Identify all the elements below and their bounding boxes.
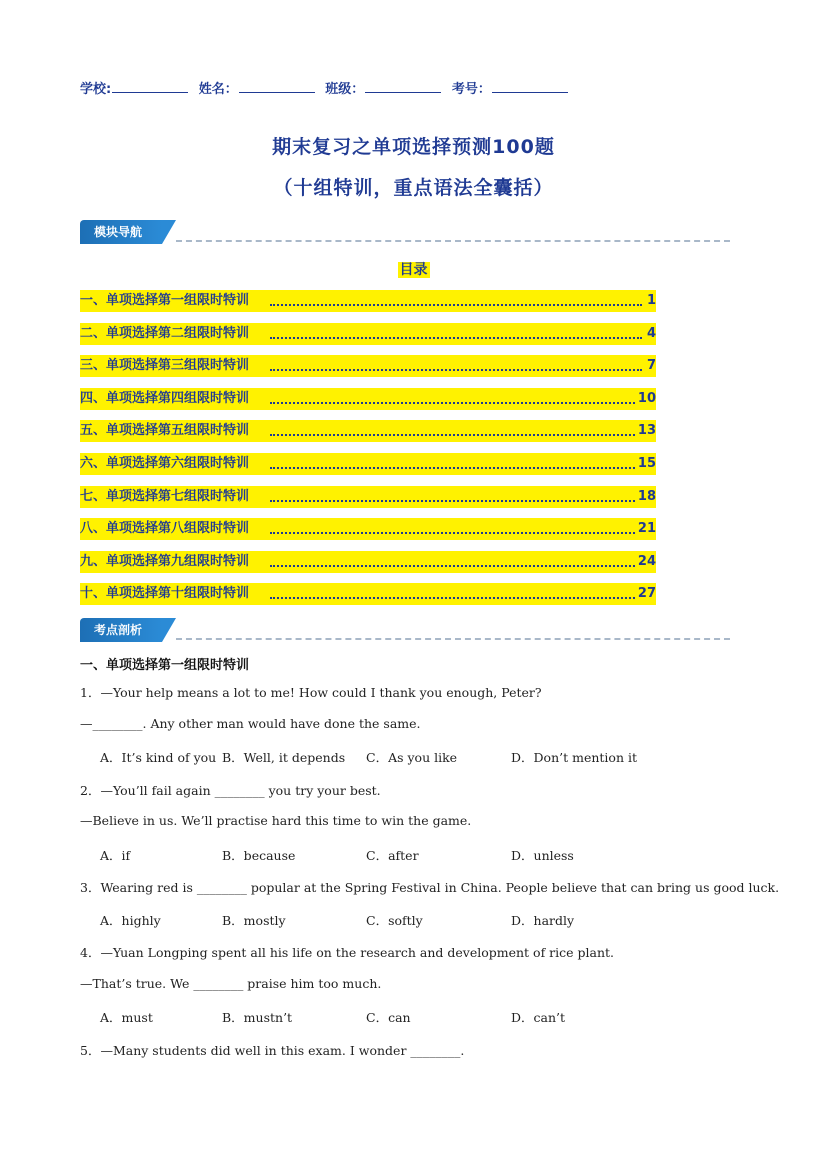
question-options	[100, 911, 720, 929]
toc-item-label: 一、单项选择第一组限时特训	[80, 290, 250, 312]
exam-no-label: 考号：	[451, 82, 491, 97]
toc-item-label: 十、单项选择第十组限时特训	[80, 583, 250, 605]
exam-no-blank[interactable]	[492, 82, 568, 93]
toc-item-page: 27	[637, 583, 656, 605]
question-text: 3．Wearing red is ________ popular at the Spring Festival in China. People believe that can bring us good luck.	[80, 880, 780, 895]
question-reply: —That’s true. We ________ praise him too much.	[80, 976, 382, 991]
toc-item-page: 24	[637, 551, 656, 573]
toc-leader	[270, 500, 642, 502]
question-text: 4．—Yuan Longping spent all his life on the research and development of rice plant.	[80, 945, 615, 960]
toc-item[interactable]	[80, 355, 656, 377]
option-b[interactable]: B．Well, it depends	[222, 750, 346, 765]
toc-item-label: 五、单项选择第五组限时特训	[80, 420, 250, 442]
toc-item[interactable]	[80, 518, 656, 540]
student-info-line	[80, 78, 600, 100]
table-of-contents	[80, 290, 656, 616]
question-reply: —________. Any other man would have done the same.	[80, 716, 421, 731]
school-field[interactable]	[80, 78, 188, 97]
toc-item-page: 10	[637, 388, 656, 410]
option-c[interactable]: C．softly	[366, 913, 423, 928]
toc-item-page: 1	[646, 290, 656, 312]
name-field[interactable]	[199, 78, 315, 97]
option-b[interactable]: B．mostly	[222, 913, 286, 928]
toc-item[interactable]	[80, 290, 656, 312]
option-d[interactable]: D．Don’t mention it	[511, 750, 637, 765]
school-label: 学校:	[80, 82, 112, 97]
toc-item-label: 九、单项选择第九组限时特训	[80, 551, 250, 573]
toc-leader	[270, 304, 642, 306]
divider	[176, 638, 730, 640]
option-c[interactable]: C．after	[366, 848, 419, 863]
question-text: 2．—You’ll fail again ________ you try your best.	[80, 783, 381, 798]
toc-leader	[270, 565, 642, 567]
section-heading: 一、单项选择第一组限时特训	[80, 658, 250, 673]
toc-item-page: 4	[646, 323, 656, 345]
toc-leader	[270, 597, 642, 599]
module-nav-band	[80, 220, 730, 246]
option-d[interactable]: D．can’t	[511, 1010, 566, 1025]
toc-item-page: 15	[637, 453, 656, 475]
toc-item-page: 21	[637, 518, 656, 540]
toc-item-page: 7	[646, 355, 656, 377]
class-blank[interactable]	[365, 82, 441, 93]
divider	[176, 240, 730, 242]
question-text: 1．—Your help means a lot to me! How could I thank you enough, Peter?	[80, 685, 542, 700]
toc-leader	[270, 532, 642, 534]
toc-item-label: 七、单项选择第七组限时特训	[80, 486, 250, 508]
option-d[interactable]: D．unless	[511, 848, 574, 863]
toc-item[interactable]	[80, 388, 656, 410]
toc-item-page: 18	[637, 486, 656, 508]
question-options	[100, 748, 720, 766]
toc-item[interactable]	[80, 453, 656, 475]
toc-leader	[270, 369, 642, 371]
page-title: 期末复习之单项选择预测100题	[272, 136, 555, 158]
question-options	[100, 846, 720, 864]
page-subtitle: （十组特训，重点语法全囊括）	[273, 177, 554, 199]
analysis-tab: 考点剖析	[80, 618, 162, 642]
option-a[interactable]: A．It’s kind of you	[100, 750, 217, 765]
school-blank[interactable]	[112, 82, 188, 93]
toc-leader	[270, 402, 642, 404]
toc-item-label: 三、单项选择第三组限时特训	[80, 355, 250, 377]
toc-leader	[270, 467, 642, 469]
question-text: 5．—Many students did well in this exam. I wonder ________.	[80, 1043, 465, 1058]
option-a[interactable]: A．if	[100, 848, 131, 863]
toc-heading	[0, 259, 827, 279]
toc-item-label: 二、单项选择第二组限时特训	[80, 323, 250, 345]
name-label: 姓名：	[198, 82, 238, 97]
option-a[interactable]: A．highly	[100, 913, 161, 928]
toc-item[interactable]	[80, 323, 656, 345]
toc-leader	[270, 337, 642, 339]
class-field[interactable]	[325, 78, 441, 97]
toc-item-label: 六、单项选择第六组限时特训	[80, 453, 250, 475]
option-a[interactable]: A．must	[100, 1010, 153, 1025]
toc-item-page: 13	[637, 420, 656, 442]
option-b[interactable]: B．mustn’t	[222, 1010, 293, 1025]
toc-item[interactable]	[80, 420, 656, 442]
toc-item-label: 八、单项选择第八组限时特训	[80, 518, 250, 540]
option-c[interactable]: C．As you like	[366, 750, 458, 765]
option-b[interactable]: B．because	[222, 848, 296, 863]
exam-no-field[interactable]	[452, 78, 568, 97]
toc-item[interactable]	[80, 551, 656, 573]
toc-item[interactable]	[80, 486, 656, 508]
toc-item[interactable]	[80, 583, 656, 605]
toc-leader	[270, 434, 642, 436]
toc-item-label: 四、单项选择第四组限时特训	[80, 388, 250, 410]
option-d[interactable]: D．hardly	[511, 913, 575, 928]
analysis-band	[80, 618, 730, 644]
question-options	[100, 1008, 720, 1026]
option-c[interactable]: C．can	[366, 1010, 411, 1025]
question-reply: —Believe in us. We’ll practise hard this time to win the game.	[80, 813, 472, 828]
module-nav-tab: 模块导航	[80, 220, 162, 244]
toc-heading-text: 目录	[399, 262, 428, 278]
name-blank[interactable]	[239, 82, 315, 93]
class-label: 班级：	[325, 82, 365, 97]
